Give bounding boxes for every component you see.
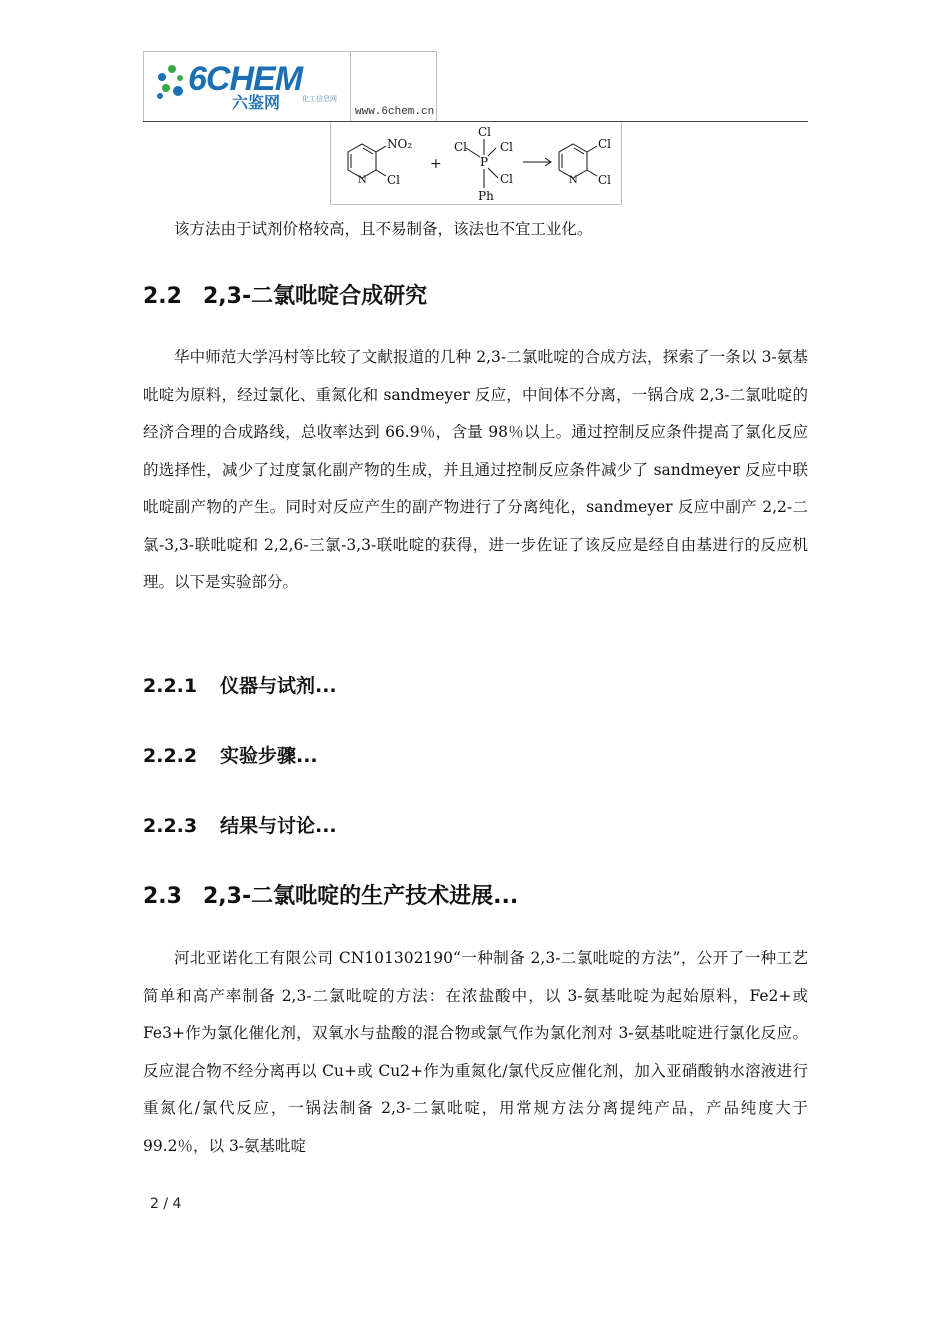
section-number: 2.3 xyxy=(143,884,182,909)
paragraph-production-progress: 河北亚诺化工有限公司 CN101302190“一种制备 2,3-二氯吡啶的方法”，公开了一种工艺简单和高产率制备 2,3-二氯吡啶的方法：在浓盐酸中，以 3-氨基吡啶为起始原料，Fe2+或 Fe3+作为氯化催化剂，双氧水与盐酸的混合物或氯气作为氯化剂对 3-氨基吡啶进行氯化反应。反应混合物不经分离再以 Cu+或 Cu2+作为重氮化/氯代反应催化剂，加入亚硝酸钠水溶液进行重氮化/氯代反应，一锅法制备 2,3-二氯吡啶，用常规方法分离提纯产品，产品纯度大于 99.2％，以 3-氨基吡啶 xyxy=(143,949,808,1155)
section-number: 2.2.2 xyxy=(143,745,198,767)
section-title: 2,3-二氯吡啶的生产技术进展... xyxy=(203,884,519,909)
reagent-ph: Ph xyxy=(478,189,494,203)
logo-chinese-name: 六鉴网 xyxy=(232,93,281,112)
section-number: 2.2.1 xyxy=(143,675,198,697)
paragraph-method-conclusion: 该方法由于试剂价格较高，且不易制备，该法也不宜工业化。 xyxy=(174,220,593,238)
reaction-scheme xyxy=(330,122,620,204)
reagent-cl-top: Cl xyxy=(478,125,492,139)
section-2-2-1-heading xyxy=(143,671,337,698)
section-title: 仪器与试剂... xyxy=(220,675,337,697)
product-pyridine-icon xyxy=(559,144,597,178)
section-2-3-heading xyxy=(143,879,518,910)
header-divider xyxy=(350,51,351,121)
section-2-2-2-heading xyxy=(143,741,318,768)
reactant-n-label: N xyxy=(358,175,367,186)
section-title: 实验步骤... xyxy=(220,745,318,767)
logo-wordmark: 6CHEM xyxy=(188,60,303,98)
section-title: 2,3-二氯吡啶合成研究 xyxy=(203,284,428,309)
molecule-logo-icon xyxy=(154,63,190,103)
reactant-nitro-label: NO₂ xyxy=(387,137,413,151)
section-title: 结果与讨论... xyxy=(220,815,337,837)
reagent-p: P xyxy=(480,155,489,169)
section-2-2-heading xyxy=(143,279,427,310)
plus-sign: + xyxy=(430,156,442,172)
section-2-2-3-heading xyxy=(143,811,337,838)
product-n-label: N xyxy=(569,175,578,186)
page-number: 2 / 4 xyxy=(150,1196,182,1212)
reagent-cl-left: Cl xyxy=(454,140,468,154)
product-cl-top: Cl xyxy=(598,137,612,151)
reactant-cl-label: Cl xyxy=(387,173,401,187)
reactant-pyridine-icon xyxy=(348,144,386,178)
paragraph-synthesis-study: 华中师范大学冯村等比较了文献报道的几种 2,3-二氯吡啶的合成方法，探索了一条以 3-氨基吡啶为原料，经过氯化、重氮化和 sandmeyer 反应，中间体不分离，一锅合成 2,3-二氯吡啶的经济合理的合成路线，总收率达到 66.9％，含量 98％以上。通过控制反应条件提高了氯化反应的选择性，减少了过度氯化副产物的生成，并且通过控制反应条件减少了 sandmeyer 反应中联吡啶副产物的产生。同时对反应产生的副产物进行了分离纯化，sandmeyer 反应中副产 2,2-二氯-3,3-联吡啶和 2,2,6-三氯-3,3-联吡啶的获得，进一步佐证了该反应是经自由基进行的反应机理。以下是实验部分。 xyxy=(143,348,808,591)
reaction-arrow-icon xyxy=(523,158,551,166)
section-number: 2.2 xyxy=(143,284,182,309)
product-cl-bottom: Cl xyxy=(598,173,612,187)
site-url[interactable]: www.6chem.cn xyxy=(355,106,435,118)
reagent-cl-right: Cl xyxy=(500,140,514,154)
reagent-cl-lower: Cl xyxy=(500,172,514,186)
logo-tagline: 化工信息网 xyxy=(302,95,337,103)
section-number: 2.2.3 xyxy=(143,815,198,837)
